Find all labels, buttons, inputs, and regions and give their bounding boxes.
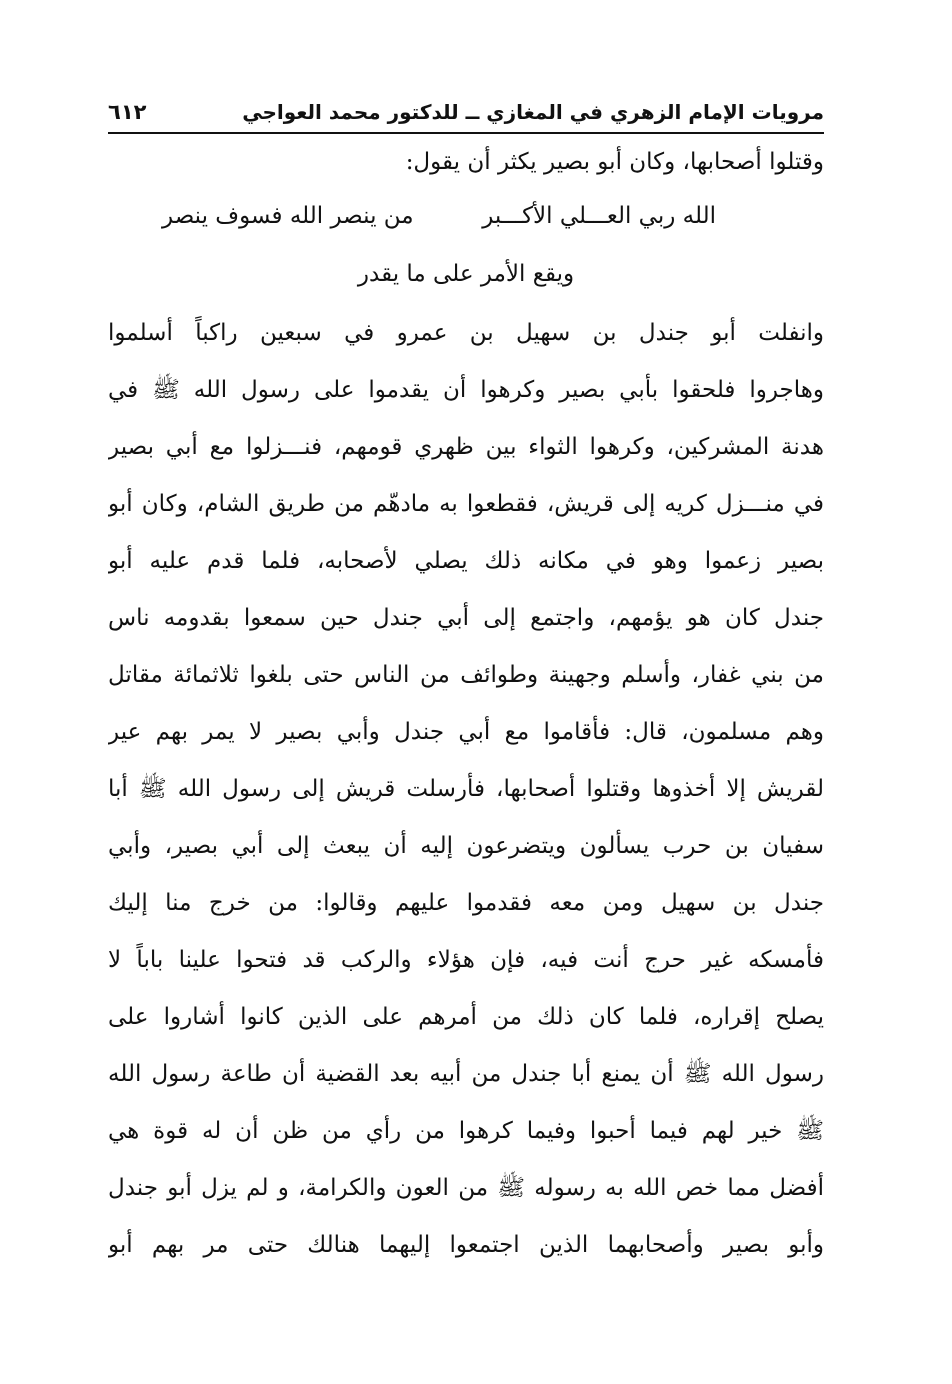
verse-first-half: الله ربي العـــلي الأكـــبر (482, 203, 716, 229)
running-header (108, 96, 824, 136)
paragraph-line: في منـــزل كريه إلى قريش، فقطعوا به مادهّم من طريق الشام، وكان أبو (108, 491, 824, 517)
page-number: ٦١٢ (108, 100, 147, 124)
paragraph-line: هدنة المشركين، وكرهوا الثواء بين ظهري قومهم، فنـــزلوا مع أبي بصير (108, 434, 824, 460)
paragraph-line: يصلح إقراره، فلما كان ذلك من أمرهم على الذين كانوا أشاروا على (108, 1004, 824, 1030)
verse-third-line: ويقع الأمر على ما يقدر (357, 261, 575, 287)
paragraph-line: رسول الله ﷺ أن يمنع أبا جندل من أبيه بعد القضية أن طاعة رسول الله (108, 1061, 824, 1087)
paragraph-line: وهم مسلمون، قال: فأقاموا مع أبي جندل وأبي بصير لا يمر بهم عير (108, 719, 824, 745)
paragraph-line: أفضل مما خص الله به رسوله ﷺ من العون والكرامة، و لم يزل أبو جندل (108, 1175, 824, 1201)
paragraph-line: لقريش إلا أخذوها وقتلوا أصحابها، فأرسلت قريش إلى رسول الله ﷺ أبا (108, 776, 824, 802)
running-header-title: مرويات الإمام الزهري في المغازي ــ للدكتور محمد العواجي (242, 100, 824, 124)
paragraph-line: وهاجروا فلحقوا بأبي بصير وكرهوا أن يقدموا على رسول الله ﷺ في (108, 377, 824, 403)
intro-line: وقتلوا أصحابها، وكان أبو بصير يكثر أن يقول: (405, 149, 824, 175)
paragraph-line: جندل كان هو يؤمهم، واجتمع إلى أبي جندل حين سمعوا بقدومه ناس (108, 605, 824, 631)
paragraph-line: بصير زعموا وهو في مكانه ذلك يصلي لأصحابه، فلما قدم عليه أبو (108, 548, 824, 574)
verse-second-half: من ينصر الله فسوف ينصر (162, 203, 414, 229)
paragraph-line: سفيان بن حرب يسألون ويتضرعون إليه أن يبعث إلى أبي بصير، وأبي (108, 833, 824, 859)
paragraph-line: فأمسكه غير حرج أنت فيه، فإن هؤلاء والركب قد فتحوا علينا باباً لا (108, 947, 824, 973)
paragraph-line: وانفلت أبو جندل بن سهيل بن عمرو في سبعين راكباً أسلموا (108, 320, 824, 346)
paragraph-line: من بني غفار، وأسلم وجهينة وطوائف من الناس حتى بلغوا ثلاثمائة مقاتل (108, 662, 824, 688)
paragraph-line: جندل بن سهيل ومن معه فقدموا عليهم وقالوا: من خرج منا إليك (108, 890, 824, 916)
paragraph-line: وأبو بصير وأصحابهما الذين اجتمعوا إليهما هنالك حتى مر بهم أبو (108, 1232, 824, 1258)
paragraph-line: ﷺ خير لهم فيما أحبوا وفيما كرهوا من رأي من ظن أن له قوة هي (108, 1118, 824, 1144)
